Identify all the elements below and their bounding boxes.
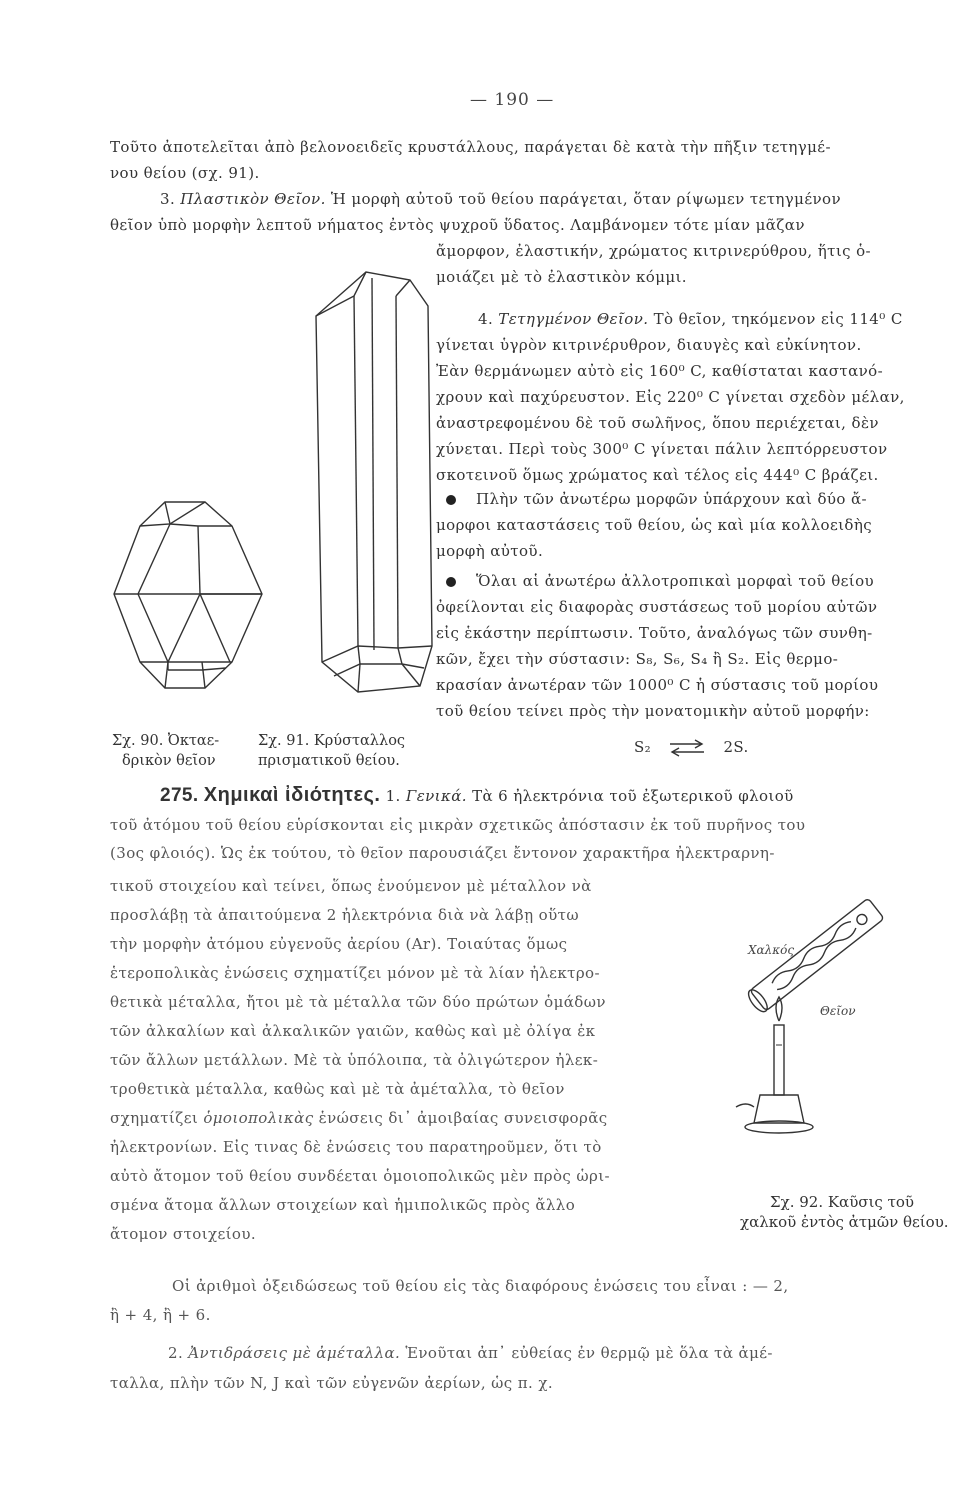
molten-line-3: Ἐὰν θερμάνωμεν αὐτὸ εἰς 160⁰ C, καθίσταται καστανό- — [436, 362, 884, 380]
molten-line-6: χύνεται. Περὶ τοὺς 300⁰ C γίνεται πάλιν λεπτόρρευστον — [436, 440, 888, 458]
molten-line-7: σκοτεινοῦ ὅμως χρώματος καὶ τέλος εἰς 444⁰ C βράζει. — [436, 466, 879, 484]
section-body-line-1: τικοῦ στοιχείου καὶ τείνει, ὅπως ἑνούμενον μὲ μέταλλον νὰ — [110, 877, 592, 895]
section-body-line-7: τῶν ἄλλων μετάλλων. Μὲ τὰ ὑπόλοιπα, τὰ ὀλιγώτερον ἠλεκ- — [110, 1051, 599, 1069]
fig91-caption-line-1: Σχ. 91. Κρύσταλλος — [258, 733, 406, 749]
fig90-caption — [112, 731, 219, 771]
equilibrium-equation — [634, 734, 749, 760]
fig92-caption — [740, 1192, 949, 1232]
plastic-line-1 — [110, 186, 841, 212]
molten-sulfur-paragraph — [436, 306, 905, 488]
allotropes-line-6: τοῦ θείου τείνει πρὸς τὴν μονατομικὴν αὐτοῦ μορφήν: — [436, 702, 870, 720]
section-body-line-8: τροθετικὰ μέταλλα, καθὼς καὶ μὲ τὰ ἀμέταλλα, τὸ θεῖον — [110, 1080, 565, 1098]
molten-line-1-rest: Τὸ θεῖον, τηκόμενον εἰς 114⁰ C — [653, 310, 903, 328]
amorphous-line-1: Πλὴν τῶν ἀνωτέρω μορφῶν ὑπάρχουν καὶ δύο ἄ- — [436, 486, 872, 512]
intro-line-2: νου θείου (σχ. 91). — [110, 164, 260, 182]
molten-name: Τετηγμένον Θεῖον. — [498, 310, 649, 328]
fig91-caption-line-2: πρισματικοῦ θείου. — [258, 753, 400, 769]
section-body-line-13: ἄτομον στοιχείου. — [110, 1225, 257, 1243]
prismatic-crystal-figure — [310, 266, 450, 706]
section-full-line-1: τοῦ ἀτόμου τοῦ θείου εὑρίσκονται εἰς μικρὰν σχετικῶς ἀπόστασιν ἐκ τοῦ πυρῆνος του — [110, 816, 806, 834]
plastic-line-3: ἄμορφον, ἐλαστικήν, χρώματος κιτρινερύθρου, ἥτις ὁ- — [436, 242, 872, 260]
plastic-name: Πλαστικὸν Θεῖον. — [180, 190, 326, 208]
nonmetals-name: Ἀντιδράσεις μὲ ἀμέταλλα. — [188, 1344, 401, 1362]
section-275-heading — [160, 782, 794, 809]
section-body-line-10: ἠλεκτρονίων. Εἰς τινας δὲ ἑνώσεις του παρατηροῦμεν, ὅτι τὸ — [110, 1138, 602, 1156]
subsection-number: 1. — [385, 787, 401, 805]
fig92-caption-line-2: χαλκοῦ ἐντὸς ἀτμῶν θείου. — [740, 1213, 949, 1231]
section-275-full-lines — [110, 812, 805, 868]
allotropes-paragraph — [436, 568, 878, 724]
section-number: 275. — [160, 785, 199, 806]
nonmetals-line-2: ταλλα, πλὴν τῶν N, J καὶ τῶν εὐγενῶν ἀερίων, ὡς π. χ. — [110, 1374, 554, 1392]
section-body-line-4: ἑτεροπολικὰς ἑνώσεις σχηματίζει μόνον μὲ τὰ λίαν ἠλεκτρο- — [110, 964, 600, 982]
oxidation-paragraph — [110, 1272, 789, 1330]
equation-right: 2S. — [723, 738, 749, 756]
section-body-line-6: τῶν ἀλκαλίων καὶ ἀλκαλικῶν γαιῶν, καθὼς καὶ μὲ ὀλίγα ἐκ — [110, 1022, 596, 1040]
allotropes-line-4: κῶν, ἔχει τὴν σύστασιν: S₈, S₆, S₄ ἢ S₂. Εἰς θερμο- — [436, 650, 839, 668]
copper-burning-figure — [730, 895, 900, 1155]
plastic-sulfur-paragraph — [110, 186, 841, 238]
molten-line-2: γίνεται ὑγρὸν κιτρινέρυθρον, διαυγὲς καὶ εὐκίνητον. — [436, 336, 862, 354]
sulfur-label: Θεῖον — [820, 1004, 856, 1018]
intro-paragraph — [110, 134, 831, 186]
allotropes-line-2: ὀφείλονται εἰς διαφορὰς συστάσεως τοῦ μορίου αὐτῶν — [436, 598, 878, 616]
molten-line-4: χρουν καὶ παχύρευστον. Εἰς 220⁰ C γίνεται σχεδὸν μέλαν, — [436, 388, 905, 406]
intro-line-1: Τοῦτο ἀποτελεῖται ἀπὸ βελονοειδεῖς κρυστάλλους, παράγεται δὲ κατὰ τὴν πῆξιν τετηγμέ- — [110, 138, 831, 156]
allotropes-line-3: εἰς ἑκάστην περίπτωσιν. Τοῦτο, ἀναλόγως τῶν συνθη- — [436, 624, 873, 642]
molten-number: 4. — [478, 310, 494, 328]
plastic-number: 3. — [160, 190, 176, 208]
copper-label: Χαλκός — [748, 943, 795, 957]
subsection-name: Γενικά. — [405, 787, 467, 805]
fig91-caption — [258, 731, 405, 771]
section-title: Χημικαὶ ἰδιότητες. — [203, 784, 381, 806]
fig90-caption-line-1: Σχ. 90. Ὀκταε- — [112, 733, 220, 749]
nonmetals-number: 2. — [168, 1344, 184, 1362]
plastic-line-2: θεῖον ὑπὸ μορφὴν λεπτοῦ νήματος ἐντὸς ψυχροῦ ὕδατος. Λαμβάνομεν τότε μίαν μᾶζαν — [110, 216, 805, 234]
allotropes-line-1: Ὅλαι αἱ ἀνωτέρω ἀλλοτροπικαὶ μορφαὶ τοῦ θείου — [436, 568, 878, 594]
section-body-line-2: προσλάβῃ τὰ ἀπαιτούμενα 2 ἠλεκτρόνια διὰ νὰ λάβῃ οὕτω — [110, 906, 579, 924]
plastic-line-4: μοιάζει μὲ τὸ ἐλαστικὸν κόμμι. — [436, 268, 687, 286]
section-body-line-9: σχηματίζει ὁμοιοπολικὰς ἑνώσεις δι᾽ ἀμοιβαίας συνεισφορᾶς — [110, 1109, 608, 1127]
section-body-line-5: θετικὰ μέταλλα, ἤτοι μὲ τὰ μέταλλα τῶν δύο πρώτων ὁμάδων — [110, 993, 606, 1011]
section-body-line-11: αὐτὸ ἄτομον τοῦ θείου συνδέεται ὁμοιοπολικῶς μὲν πρὸς ὡρι- — [110, 1167, 610, 1185]
octahedral-crystal-figure — [110, 496, 270, 696]
equation-left: S₂ — [634, 738, 652, 756]
amorphous-paragraph — [436, 486, 872, 564]
amorphous-line-3: μορφὴ αὐτοῦ. — [436, 542, 544, 560]
covalent-term: ὁμοιοπολικὰς — [203, 1109, 314, 1127]
section-body-line-3: τὴν μορφὴν ἀτόμου εὐγενοῦς ἀερίου (Ar). Τοιαύτας ὅμως — [110, 935, 568, 953]
section-body-line-12: σμένα ἄτομα ἄλλων στοιχείων καὶ ἡμιπολικῶς πρὸς ἄλλο — [110, 1196, 576, 1214]
plastic-sulfur-continued — [436, 238, 871, 290]
fig90-caption-line-2: δρικὸν θεῖον — [122, 753, 216, 769]
nonmetals-paragraph — [110, 1338, 773, 1398]
plastic-line-1-rest: Ἡ μορφὴ αὐτοῦ τοῦ θείου παράγεται, ὅταν ρίψωμεν τετηγμένον — [330, 190, 841, 208]
allotropes-line-5: κρασίαν ἀνωτέραν τῶν 1000⁰ C ἡ σύστασις τοῦ μορίου — [436, 676, 879, 694]
fig92-caption-line-1: Σχ. 92. Καῦσις τοῦ — [770, 1193, 915, 1211]
molten-line-5: ἀναστρεφομένου δὲ τοῦ σωλῆνος, ὅπου περιέχεται, δὲν — [436, 414, 879, 432]
nonmetals-line-1-rest: Ἑνοῦται ἀπ᾽ εὐθείας ἐν θερμῷ μὲ ὅλα τὰ ἀμέ- — [405, 1344, 773, 1362]
section-full-line-2: (3ος φλοιός). Ὡς ἐκ τούτου, τὸ θεῖον παρουσιάζει ἔντονον χαρακτῆρα ἠλεκτραρνη- — [110, 844, 775, 862]
amorphous-line-2: μορφοι καταστάσεις τοῦ θείου, ὡς καὶ μία κολλοειδὴς — [436, 516, 873, 534]
molten-line-1 — [436, 306, 905, 332]
equilibrium-arrows-icon — [664, 737, 710, 759]
nonmetals-line-1 — [110, 1338, 773, 1368]
oxidation-line-2: ἢ + 4, ἢ + 6. — [110, 1306, 211, 1324]
section-275-body — [110, 872, 610, 1249]
oxidation-line-1: Οἱ ἀριθμοὶ ὀξειδώσεως τοῦ θείου εἰς τὰς διαφόρους ἑνώσεις του εἶναι : — 2, — [172, 1277, 789, 1295]
section-line-1-rest: Τὰ 6 ἠλεκτρόνια τοῦ ἐξωτερικοῦ φλοιοῦ — [472, 787, 794, 805]
page-number: — 190 — — [470, 90, 555, 110]
